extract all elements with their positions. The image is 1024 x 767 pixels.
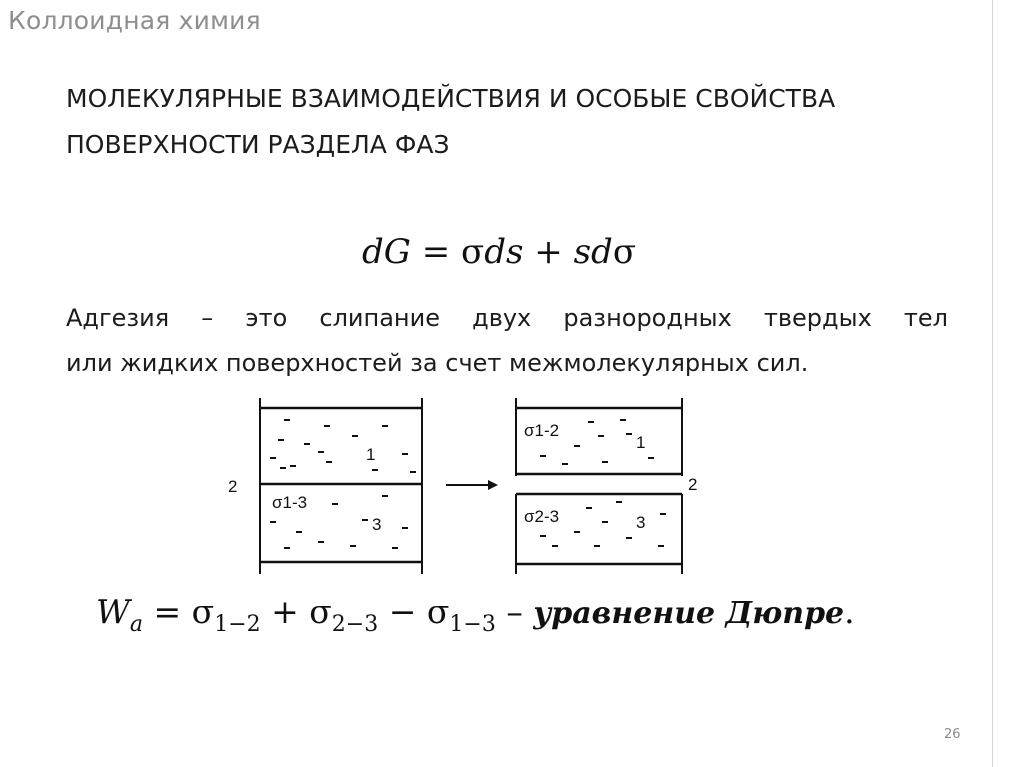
dupre-sub-a: a <box>129 612 144 637</box>
formula-ds: ds <box>484 232 524 272</box>
transition-arrow <box>446 480 498 490</box>
dupre-W: W <box>96 592 130 631</box>
gibbs-formula <box>362 232 636 272</box>
left-top-phase-dashes <box>270 420 416 472</box>
definition-line-2: или жидких поверхностей за счет межмолекулярных сил. <box>66 349 809 377</box>
formula-sigma-2: σ <box>612 232 637 272</box>
dupre-dash: – <box>495 592 534 631</box>
adhesion-definition <box>66 296 948 386</box>
formula-eq: = <box>410 232 462 272</box>
right-phase-1-label: 1 <box>636 433 646 452</box>
adhesion-diagram <box>222 396 722 578</box>
slide-title-line-1: МОЛЕКУЛЯРНЫЕ ВЗАИМОДЕЙСТВИЯ И ОСОБЫЕ СВОЙСТВА <box>66 84 836 113</box>
sigma-1-2-label: σ1-2 <box>524 421 560 440</box>
dupre-sub-13: 1−3 <box>449 612 496 637</box>
formula-dG: dG <box>362 232 411 272</box>
dupre-equation <box>96 592 855 637</box>
sigma-1-3-label: σ1-3 <box>272 493 308 512</box>
dupre-name: уравнение Дюпре <box>533 596 845 631</box>
left-interface-label: 2 <box>228 477 238 496</box>
definition-line-1: Адгезия – это слипание двух разнородных твердых тел <box>66 304 948 332</box>
slide-title <box>66 76 966 168</box>
page-number: 26 <box>944 727 961 742</box>
left-phase-3-label: 3 <box>372 515 382 534</box>
course-title: Коллоидная химия <box>8 6 261 35</box>
right-phase-3-label: 3 <box>636 513 646 532</box>
dupre-plus-sigma: + σ <box>260 592 332 631</box>
right-vessel-bottom <box>516 494 682 574</box>
slide-edge-line <box>992 0 993 767</box>
left-phase-1-label: 1 <box>366 445 376 464</box>
slide-title-line-2: ПОВЕРХНОСТИ РАЗДЕЛА ФАЗ <box>66 130 450 159</box>
right-interface-label: 2 <box>688 475 698 494</box>
dupre-sub-12: 1−2 <box>214 612 261 637</box>
dupre-dot: . <box>844 592 855 631</box>
sigma-2-3-label: σ2-3 <box>524 507 560 526</box>
dupre-eq-sigma: = σ <box>143 592 215 631</box>
formula-plus: + <box>523 232 574 272</box>
formula-sd: sd <box>573 232 613 272</box>
dupre-minus-sigma: − σ <box>378 592 450 631</box>
formula-sigma-1: σ <box>461 232 485 272</box>
dupre-sub-23: 2−3 <box>331 612 379 637</box>
